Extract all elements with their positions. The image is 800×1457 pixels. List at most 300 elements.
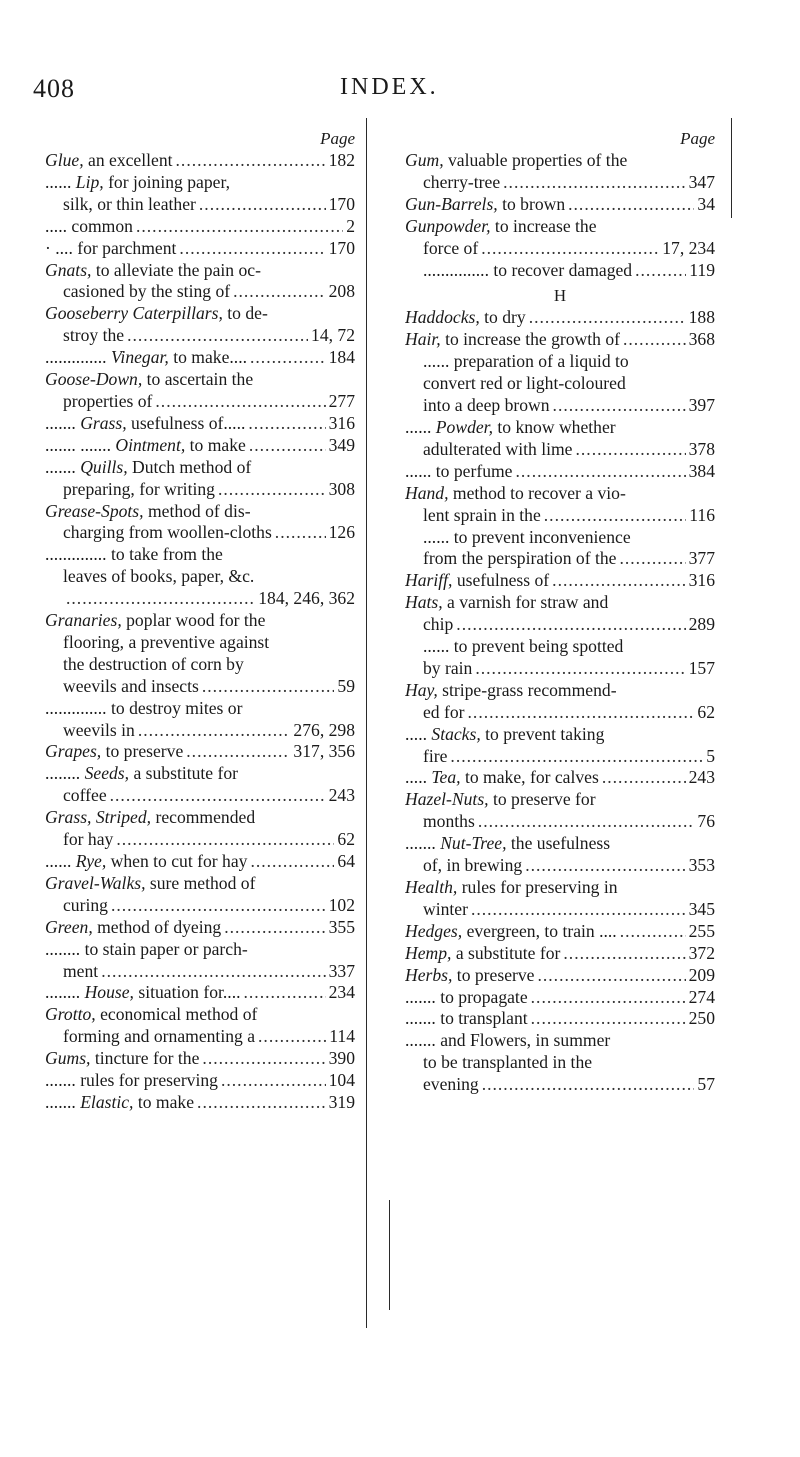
page-reference: 170 (328, 193, 355, 214)
entry-text: convert red or light-coloured (423, 373, 626, 394)
leader-dots: ...... (45, 171, 76, 192)
page-reference: 2 (346, 215, 355, 236)
entry-description: to de- (222, 303, 268, 324)
leader-dots: ....... (45, 456, 81, 477)
index-entry (45, 435, 355, 457)
entry-line (45, 917, 355, 939)
entry-continuation-line (45, 720, 355, 742)
entry-description: to make, for calves (460, 767, 599, 788)
entry-text (45, 873, 255, 895)
dot-leader (568, 194, 694, 216)
entry-heading: Gun-Barrels, (405, 193, 498, 214)
entry-line (45, 610, 355, 632)
index-entry (405, 789, 715, 833)
entry-heading: Health, (405, 877, 458, 897)
entry-continuation-line (405, 373, 715, 395)
dot-leader (199, 194, 326, 216)
page-reference: 243 (328, 785, 355, 806)
entry-line (405, 921, 715, 943)
index-entry (405, 877, 715, 921)
entry-line (405, 461, 715, 483)
entry-text (45, 347, 247, 369)
running-head: INDEX. (340, 74, 439, 100)
entry-text (45, 741, 183, 763)
leader-dots: ..... (405, 767, 432, 788)
dot-leader (221, 1070, 326, 1092)
entry-heading: House, (84, 982, 134, 1003)
dot-leader (471, 899, 686, 921)
index-entry (405, 833, 715, 877)
entry-continuation-line (45, 325, 355, 347)
entry-text: leaves of books, paper, &c. (63, 566, 255, 587)
leader-dots: ....... (405, 833, 441, 854)
index-entry (405, 329, 715, 417)
entry-text (45, 763, 238, 785)
entry-text (405, 921, 617, 943)
entry-description: and Flowers, in summer (440, 1030, 611, 1051)
entry-line (45, 150, 355, 172)
entry-text (405, 570, 549, 592)
dot-leader (553, 395, 686, 417)
entry-continuation-line (45, 479, 355, 501)
index-entry (45, 873, 355, 917)
entry-text (45, 807, 255, 829)
entry-heading: Lip, (75, 171, 104, 192)
entry-text: force of (423, 237, 479, 258)
dot-leader (136, 216, 343, 238)
entry-text (405, 307, 526, 329)
index-entry (405, 194, 715, 216)
entry-text (45, 1048, 199, 1070)
entry-continuation-line (405, 238, 715, 260)
entry-description: to dry (479, 307, 526, 328)
entry-description: to make (133, 1091, 195, 1112)
entry-continuation-line (405, 614, 715, 636)
entry-line (45, 501, 355, 523)
dot-leader (529, 307, 686, 329)
entry-text (405, 877, 618, 899)
page-reference: 255 (688, 920, 715, 941)
dot-leader (275, 522, 326, 544)
dot-leader (531, 1008, 686, 1030)
index-entry (405, 724, 715, 768)
entry-line (405, 329, 715, 351)
leader-dots: .............. (45, 544, 111, 565)
entry-line (405, 216, 715, 238)
entry-description: to stain paper or parch- (84, 938, 248, 959)
entry-line (405, 724, 715, 746)
entry-description: tincture for the (90, 1048, 200, 1069)
leader-dots: ....... (45, 1070, 81, 1091)
entry-heading: Grotto, (45, 1004, 96, 1025)
dot-leader (481, 238, 659, 260)
dot-leader (482, 1074, 695, 1096)
index-entry (405, 987, 715, 1009)
entry-text (45, 501, 251, 523)
dot-leader (602, 767, 686, 789)
dot-leader (244, 982, 326, 1004)
entry-text: from the perspiration of the (423, 548, 617, 569)
entry-line (405, 789, 715, 811)
index-entries-left (45, 150, 355, 1114)
entry-text: casioned by the sting of (63, 281, 231, 302)
leader-dots: .............. (45, 697, 111, 718)
entry-text (405, 216, 597, 238)
page-reference: 119 (689, 259, 715, 280)
entry-text (45, 303, 268, 325)
dot-leader (537, 965, 685, 987)
entry-continuation-line (405, 855, 715, 877)
dot-leader (127, 325, 308, 347)
entry-text (405, 194, 565, 216)
dot-leader (202, 1048, 325, 1070)
dot-leader (525, 855, 685, 877)
leader-dots: ....... (405, 1030, 441, 1051)
page-reference: 397 (688, 395, 715, 416)
index-entry (405, 767, 715, 789)
entry-heading: Nut-Tree, (440, 833, 507, 854)
entry-heading: Green, (45, 916, 93, 937)
dot-leader (250, 347, 326, 369)
index-entry (45, 939, 355, 983)
entry-line (405, 833, 715, 855)
entry-line (45, 939, 355, 961)
entry-description: common (71, 215, 133, 236)
entry-description: economical method of (95, 1004, 258, 1025)
index-entry (405, 570, 715, 592)
entry-line (405, 680, 715, 702)
entry-line (45, 741, 355, 763)
entry-line (45, 457, 355, 479)
entry-description: evergreen, to train .... (462, 920, 617, 941)
page-reference: 14, 72 (311, 325, 355, 346)
leader-dots: ........ (45, 938, 85, 959)
leader-dots: ....... (45, 1091, 81, 1112)
entry-line (405, 307, 715, 329)
index-entry (45, 1070, 355, 1092)
index-entry (45, 150, 355, 172)
page-reference: 188 (688, 307, 715, 328)
dot-leader (478, 811, 695, 833)
dot-leader (233, 281, 326, 303)
entry-continuation-line (45, 522, 355, 544)
index-entry (45, 741, 355, 763)
dot-leader (66, 588, 255, 610)
leader-dots: ....... (405, 986, 441, 1007)
entry-heading: Gravel-Walks, (45, 872, 146, 893)
index-entry (45, 917, 355, 939)
leader-dots: ...... (405, 416, 436, 437)
leader-dots: ...... (405, 460, 436, 481)
entry-line (45, 238, 355, 260)
right-margin-rule (389, 1200, 390, 1310)
entry-text: of, in brewing (423, 855, 523, 876)
entry-heading: Glue, (45, 150, 84, 170)
entry-line (45, 1004, 355, 1026)
entry-text: by rain (423, 657, 473, 678)
index-entry (45, 413, 355, 435)
page-reference: 378 (688, 438, 715, 459)
entry-text (45, 610, 265, 632)
entry-description: to make (185, 434, 246, 455)
entry-heading: Grass, (80, 412, 127, 433)
entry-line (45, 873, 355, 895)
entry-continuation-line (405, 395, 715, 417)
entry-heading: Hariff, (405, 570, 453, 591)
page-reference: 17, 234 (662, 237, 715, 258)
entry-text: ...... to prevent inconvenience (423, 526, 631, 547)
page-reference: 274 (688, 986, 715, 1007)
entry-continuation-line (405, 351, 715, 373)
entry-text: into a deep brown (423, 395, 550, 416)
entry-line (405, 965, 715, 987)
index-entry (405, 483, 715, 571)
page-reference: 59 (337, 675, 355, 696)
entry-text (45, 939, 248, 961)
dot-leader (516, 461, 686, 483)
entry-text: fire (423, 745, 448, 766)
page-reference: 116 (689, 504, 715, 525)
entry-heading: Hemp, (405, 942, 452, 963)
entry-line (45, 1070, 355, 1092)
dot-leader (111, 895, 326, 917)
entry-continuation-line (405, 702, 715, 724)
page-reference: 5 (706, 745, 715, 766)
entry-text: evening (423, 1074, 479, 1095)
dot-leader (450, 746, 703, 768)
dot-leader (635, 260, 686, 282)
entry-continuation-line (405, 1052, 715, 1074)
entry-text (45, 1004, 257, 1026)
page-reference: 184 (328, 347, 355, 368)
dot-leader (101, 961, 325, 983)
entry-line (45, 807, 355, 829)
entry-description: a substitute for (129, 763, 239, 784)
entry-text (405, 592, 608, 614)
entry-text: preparing, for writing (63, 478, 215, 499)
entry-continuation-line (45, 961, 355, 983)
page-reference: 347 (688, 171, 715, 192)
index-entry (45, 1092, 355, 1114)
index-entry (45, 238, 355, 260)
entry-text: ...... to prevent being spotted (423, 636, 624, 657)
entry-heading: Vinegar, (110, 347, 169, 368)
entry-text (45, 457, 251, 479)
dot-leader (224, 917, 325, 939)
entry-description: sure method of (145, 872, 256, 893)
leader-dots: ..... (45, 215, 72, 236)
entry-description: to take from the (110, 544, 223, 565)
entry-text (405, 833, 610, 855)
entry-description: valuable properties of the (443, 150, 628, 170)
leader-dots: ....... (405, 1008, 441, 1029)
page-reference: 234 (328, 982, 355, 1003)
entry-heading: Hay, (405, 679, 438, 700)
entry-description: to preserve for (488, 789, 596, 810)
entry-continuation-line (405, 260, 715, 282)
index-entry (45, 1048, 355, 1070)
entry-text (405, 789, 596, 811)
entry-text: ............... to recover damaged (423, 259, 633, 280)
entry-continuation-line (405, 1074, 715, 1096)
dot-leader (155, 391, 325, 413)
entry-text: ed for (423, 701, 465, 722)
entry-description: usefulness of..... (126, 412, 246, 433)
page-reference: 250 (688, 1008, 715, 1029)
page-reference: 76 (697, 811, 715, 832)
dot-leader (623, 329, 686, 351)
page-reference: 368 (688, 329, 715, 350)
entry-line (45, 698, 355, 720)
page-reference: 102 (328, 894, 355, 915)
dot-leader (258, 1026, 326, 1048)
index-entry (405, 461, 715, 483)
entry-continuation-line (45, 895, 355, 917)
entry-heading: Haddocks, (405, 307, 480, 328)
entry-continuation-line (405, 658, 715, 680)
page-reference: 208 (328, 281, 355, 302)
entry-text (45, 413, 245, 435)
index-entry (405, 1030, 715, 1096)
entry-line (45, 1092, 355, 1114)
dot-leader (179, 238, 325, 260)
entry-text (405, 1030, 610, 1052)
entry-line (405, 417, 715, 439)
entry-text (45, 851, 247, 873)
entry-description: an excellent (83, 150, 173, 170)
entry-text (45, 544, 223, 566)
page-number: 408 (33, 74, 75, 103)
index-entry (405, 1008, 715, 1030)
page-reference: 126 (328, 522, 355, 543)
entry-line (45, 435, 355, 457)
dot-leader (186, 741, 290, 763)
entry-description: to propagate (440, 986, 528, 1007)
index-entries-right-g (405, 150, 715, 281)
dot-leader (563, 943, 685, 965)
index-entry (405, 943, 715, 965)
page-reference: 62 (337, 829, 355, 850)
entry-line (405, 150, 715, 172)
entry-line (405, 483, 715, 505)
entry-description: to preserve (101, 741, 184, 762)
entry-line (45, 347, 355, 369)
leader-dots: · .... (45, 237, 78, 258)
entry-text (45, 698, 242, 720)
page-reference: 184, 246, 362 (258, 588, 355, 609)
entry-description: a varnish for straw and (442, 592, 609, 613)
index-entry (45, 1004, 355, 1048)
index-entry (405, 307, 715, 329)
entry-text (405, 461, 513, 483)
entry-description: recommended (151, 807, 256, 828)
page-reference: 104 (328, 1070, 355, 1091)
dot-leader (176, 150, 326, 172)
leader-dots: ..... (405, 723, 432, 744)
page-column-label: Page (320, 129, 355, 148)
entry-text: flooring, a preventive against (63, 631, 270, 652)
dot-leader (503, 172, 685, 194)
dot-leader (250, 851, 334, 873)
entry-heading: Quills, (80, 456, 128, 477)
index-entry (45, 851, 355, 873)
entry-line (45, 544, 355, 566)
entry-heading: Granaries, (45, 610, 122, 631)
entry-text: cherry-tree (423, 171, 501, 192)
page-reference: 34 (697, 193, 715, 214)
index-entry (45, 610, 355, 698)
entry-heading: Grapes, (45, 741, 102, 762)
index-entry (45, 807, 355, 851)
entry-text (405, 724, 604, 746)
entry-heading: Grass, Striped, (45, 807, 152, 828)
page-reference: 182 (328, 150, 355, 170)
page-column-label: Page (680, 129, 715, 148)
index-entry (45, 369, 355, 413)
entry-text (45, 260, 261, 282)
entry-line (405, 592, 715, 614)
entry-heading: Hedges, (405, 920, 463, 941)
entry-text (45, 1070, 218, 1092)
page-reference: 64 (337, 851, 355, 871)
page-reference: 390 (328, 1048, 355, 1069)
entry-line (405, 767, 715, 789)
index-entry (405, 592, 715, 680)
dot-leader (468, 702, 695, 724)
page-reference: 319 (328, 1091, 355, 1112)
index-entry (45, 347, 355, 369)
page-reference: 317, 356 (293, 741, 355, 762)
entry-description: for parchment (77, 237, 177, 258)
entry-text: ment (63, 960, 99, 981)
index-entry (45, 457, 355, 501)
entry-description: a substitute for (451, 942, 561, 963)
entry-text: charging from woollen-cloths (63, 522, 272, 543)
entry-text (45, 369, 253, 391)
index-entry (45, 982, 355, 1004)
leader-dots: ....... (45, 412, 81, 433)
entry-continuation-line (405, 505, 715, 527)
page-reference: 157 (688, 657, 715, 678)
page-reference: 349 (328, 434, 355, 455)
index-entry (405, 150, 715, 194)
page-reference: 276, 298 (293, 719, 355, 740)
entry-text: lent sprain in the (423, 504, 541, 525)
leader-dots: ........ (45, 763, 85, 784)
entry-description: usefulness of (452, 570, 550, 591)
entry-description: to perfume (435, 460, 513, 481)
entry-text (45, 238, 176, 260)
page-reference: 170 (328, 237, 355, 258)
page-reference: 353 (688, 855, 715, 876)
entry-text (405, 943, 560, 965)
entry-line (405, 194, 715, 216)
entry-continuation-line (405, 172, 715, 194)
entry-text: the destruction of corn by (63, 653, 244, 674)
entry-text (45, 1092, 194, 1114)
entry-line (405, 943, 715, 965)
right-margin-rule (731, 118, 732, 218)
dot-leader (110, 785, 326, 807)
dot-leader (456, 614, 685, 636)
column-divider (366, 118, 367, 1328)
entry-continuation-line (405, 439, 715, 461)
entry-description: to increase the growth of (440, 329, 620, 350)
entry-heading: Tea, (431, 767, 461, 788)
dot-leader (475, 658, 685, 680)
entry-text (45, 172, 230, 194)
page-reference: 308 (328, 478, 355, 499)
